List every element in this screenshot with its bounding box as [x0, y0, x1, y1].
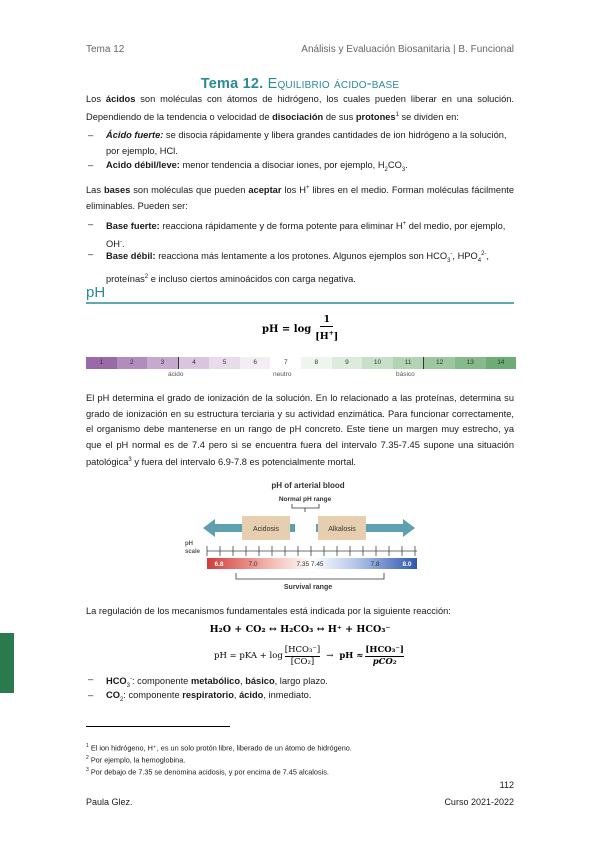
ph-scale-cell: 13: [455, 357, 486, 369]
survival-scale-value: 6.8: [214, 561, 224, 568]
page-number: 112: [499, 780, 514, 790]
scale-label-neutral: neutro: [273, 371, 292, 378]
ph-scale-cell: 10: [362, 357, 393, 369]
survival-scale-value: 7.35 7.45: [296, 561, 324, 568]
survival-range-label: Survival range: [283, 584, 333, 591]
reaction-equation: H₂O + CO₂ ↔ H₂CO₃ ↔ H⁺ + HCO₃⁻: [209, 624, 391, 635]
ph-scale-label-1: pH: [185, 541, 193, 547]
section-divider: [86, 302, 514, 304]
ph-scale-cell: 14: [486, 357, 517, 369]
henderson-hasselbalch-equation: pH = pKA + log [HCO₃⁻] [CO₂] → pH ≈ [HCO₃⁻] pCO₂: [214, 644, 404, 667]
ph-scale-cell: 8: [301, 357, 332, 369]
ph-scale-cell: 6: [240, 357, 271, 369]
side-accent-bar: [0, 633, 14, 693]
ph-scale-cell: 4: [179, 357, 210, 369]
footnote-3: $^3$ Por debajo de 7.35 se denomina acidosis, y por encima de 7.45 alcalosis.: [86, 767, 329, 777]
header-left: Tema 12: [86, 44, 125, 55]
footer-author: Paula Glez.: [86, 797, 133, 807]
list-item-weak-base: – Base débil: reacciona más lentamente a los protones. Algunos ejemplos son $HCO_3^-$, $HPO_4^{2-}$, proteínas$^2$ e incluso ciertos aminoácidos con carga negativa.: [88, 249, 490, 284]
scale-label-basic: básico: [396, 371, 415, 378]
ph-scale-cell: 9: [332, 357, 363, 369]
intro-paragraph: Los ácidos son moléculas con átomos de hidrógeno, los cuales pueden liberar en una solución. Dependiendo de la tendencia o velocidad de disociación de sus protones$^1$ se dividen en:: [86, 94, 514, 122]
ph-scale-label-2: scale: [185, 549, 201, 555]
left-arrow-icon: [203, 519, 241, 537]
alkalosis-label: Alkalosis: [328, 526, 356, 533]
list-item-strong-base: – Base fuerte: reacciona rápidamente y de forma potente para eliminar H+ del medio, por ejemplo, OH-.: [88, 219, 506, 249]
list-item-strong-acid: – Ácido fuerte: se disocia rápidamente y libera grandes cantidades de ion hidrógeno a la solución, por ejemplo, HCl.: [88, 130, 507, 156]
ph-formula: pH = log 1 [H+]: [262, 314, 339, 343]
ph-scale-cell: 5: [209, 357, 240, 369]
ph-scale-cell: 11: [393, 357, 425, 369]
footnote-divider: [86, 726, 230, 727]
scale-label-acid: ácido: [168, 371, 184, 378]
header-right: Análisis y Evaluación Biosanitaria | B. Funcional: [301, 44, 514, 55]
footnote-2: $^2$ Por ejemplo, la hemoglobina.: [86, 755, 186, 765]
list-item-co2: – $CO_2$: componente respiratorio, ácido, inmediato.: [88, 690, 312, 703]
figure-title: pH of arterial blood: [271, 481, 345, 490]
ph-scale-cell: 1: [86, 357, 117, 369]
survival-scale-value: 7.0: [248, 561, 258, 568]
ph-scale-cell: 3: [147, 357, 179, 369]
normal-range-label: Normal pH range: [278, 496, 332, 503]
section-heading-ph: pH: [86, 284, 106, 301]
page-title: Tema 12. Equilibrio ácido-base: [200, 76, 400, 92]
arterial-blood-ph-figure: [185, 476, 425, 596]
list-item-weak-acid: – Acido débil/leve: menor tendencia a disociar iones, por ejemplo, $H_2CO_3$.: [88, 160, 408, 173]
survival-scale-value: 7.8: [370, 561, 380, 568]
survival-scale-value: 8.0: [402, 561, 412, 568]
ph-scale-bar: [86, 357, 516, 369]
ph-scale-cell: 12: [424, 357, 455, 369]
footnote-1: $^1$ El ion hidrógeno, H⁺, es un solo protón libre, liberado de un átomo de hidrógeno.: [86, 743, 352, 753]
acidosis-label: Acidosis: [252, 526, 280, 533]
ph-paragraph: El pH determina el grado de ionización de la solución. En lo relacionado a las proteínas, determina su grado de ionización en su estructura terciaria y su actividad enzimática. Para funcionar correctamente, el organismo debe mantenerse en un rango de pH concreto. Este tiene un margen muy estrecho, ya que el pH normal es de 7.4 pero si se encuentra fuera del intervalo 7.35-7.45 supone una situación patológica$^3$ y fuera del intervalo 6.9-7.8 es potencialmente mortal.: [86, 393, 514, 468]
bases-paragraph: Las bases son moléculas que pueden aceptar los H+ libres en el medio. Forman moléculas fácilmente eliminables. Pueden ser:: [86, 185, 514, 211]
ph-scale-cell: 7: [270, 357, 301, 369]
list-item-bicarbonate: – $HCO_3^-$: componente metabólico, básico, largo plazo.: [88, 674, 328, 689]
footer-course: Curso 2021-2022: [444, 797, 514, 807]
ph-scale-cell: 2: [117, 357, 148, 369]
reaction-intro: La regulación de los mecanismos fundamentales está indicada por la siguiente reacción:: [86, 606, 451, 616]
